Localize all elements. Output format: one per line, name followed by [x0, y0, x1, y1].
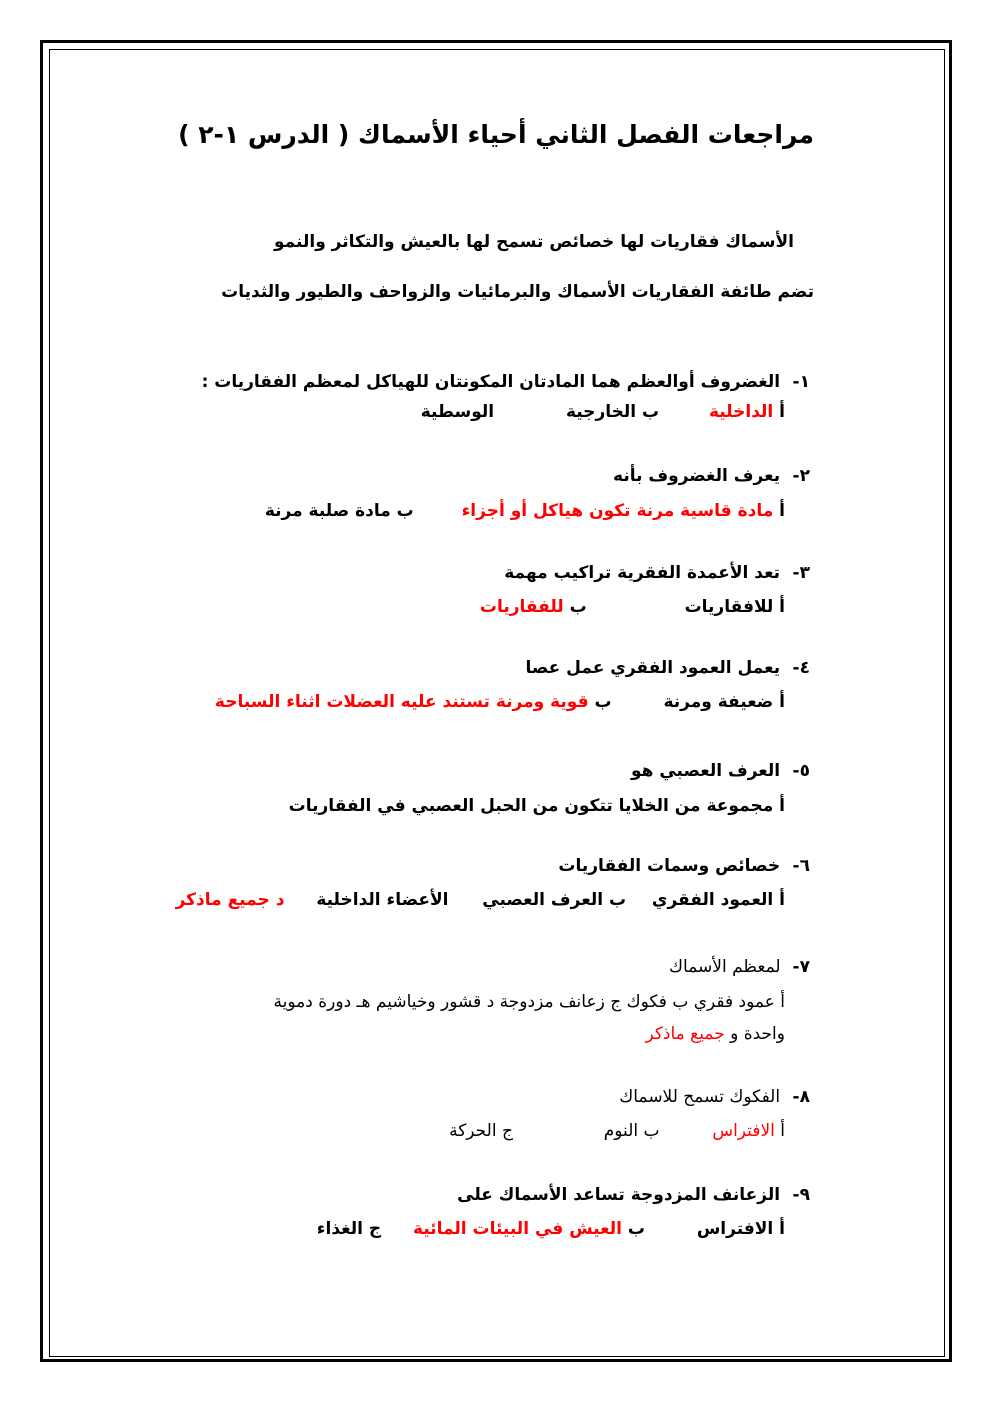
question-2: ٢- يعرف الغضروف بأنه	[613, 466, 810, 486]
question-4: ٤- يعمل العمود الفقري عمل عصا	[525, 658, 810, 678]
question-5-options: أ مجموعة من الخلايا تتكون من الحبل العصبي في الفقاريات	[288, 796, 785, 816]
question-7: ٧- لمعظم الأسماك	[669, 957, 810, 977]
question-6: ٦- خصائص وسمات الفقاريات	[558, 856, 810, 876]
question-1: ١- الغضروف أوالعظم هما المادتان المكونتان للهياكل لمعظم الفقاريات :	[201, 372, 810, 392]
question-5: ٥- العرف العصبي هو	[630, 761, 810, 781]
question-3: ٣- تعد الأعمدة الفقرية تراكيب مهمة	[504, 563, 810, 583]
question-2-options: أ مادة قاسية مرنة تكون هياكل أو أجزاء ب مادة صلبة مرنة	[264, 501, 785, 521]
question-8: ٨- الفكوك تسمح للاسماك	[619, 1087, 810, 1107]
question-7-options-line-1: أ عمود فقري ب فكوك ج زعانف مزدوجة د قشور وخياشيم هـ دورة دموية	[273, 992, 785, 1012]
intro-line-2: تضم طائفة الفقاريات الأسماك والبرمائيات والزواحف والطيور والثديات	[221, 282, 814, 302]
page-title: مراجعات الفصل الثاني أحياء الأسماك ( الدرس ١-٢ )	[178, 120, 814, 149]
question-1-options: أ الداخلية ب الخارجية الوسطية	[420, 402, 785, 422]
question-9: ٩- الزعانف المزدوجة تساعد الأسماك على	[457, 1185, 810, 1205]
question-4-options: أ ضعيفة ومرنة ب قوية ومرنة تستند عليه العضلات اثناء السباحة	[214, 692, 785, 712]
question-3-options: أ للافقاريات ب للفقاريات	[479, 597, 785, 617]
question-9-options: أ الافتراس ب العيش في البيئات المائية ج الغذاء	[316, 1219, 785, 1239]
question-6-options: أ العمود الفقري ب العرف العصبي الأعضاء الداخلية د جميع ماذكر	[175, 890, 785, 910]
question-8-options: أ الافتراس ب النوم ج الحركة	[449, 1121, 785, 1141]
question-7-options-line-2: واحدة و جميع ماذكر	[645, 1024, 785, 1044]
intro-line-1: الأسماك فقاريات لها خصائص تسمح لها بالعيش والتكاثر والنمو	[273, 232, 794, 252]
